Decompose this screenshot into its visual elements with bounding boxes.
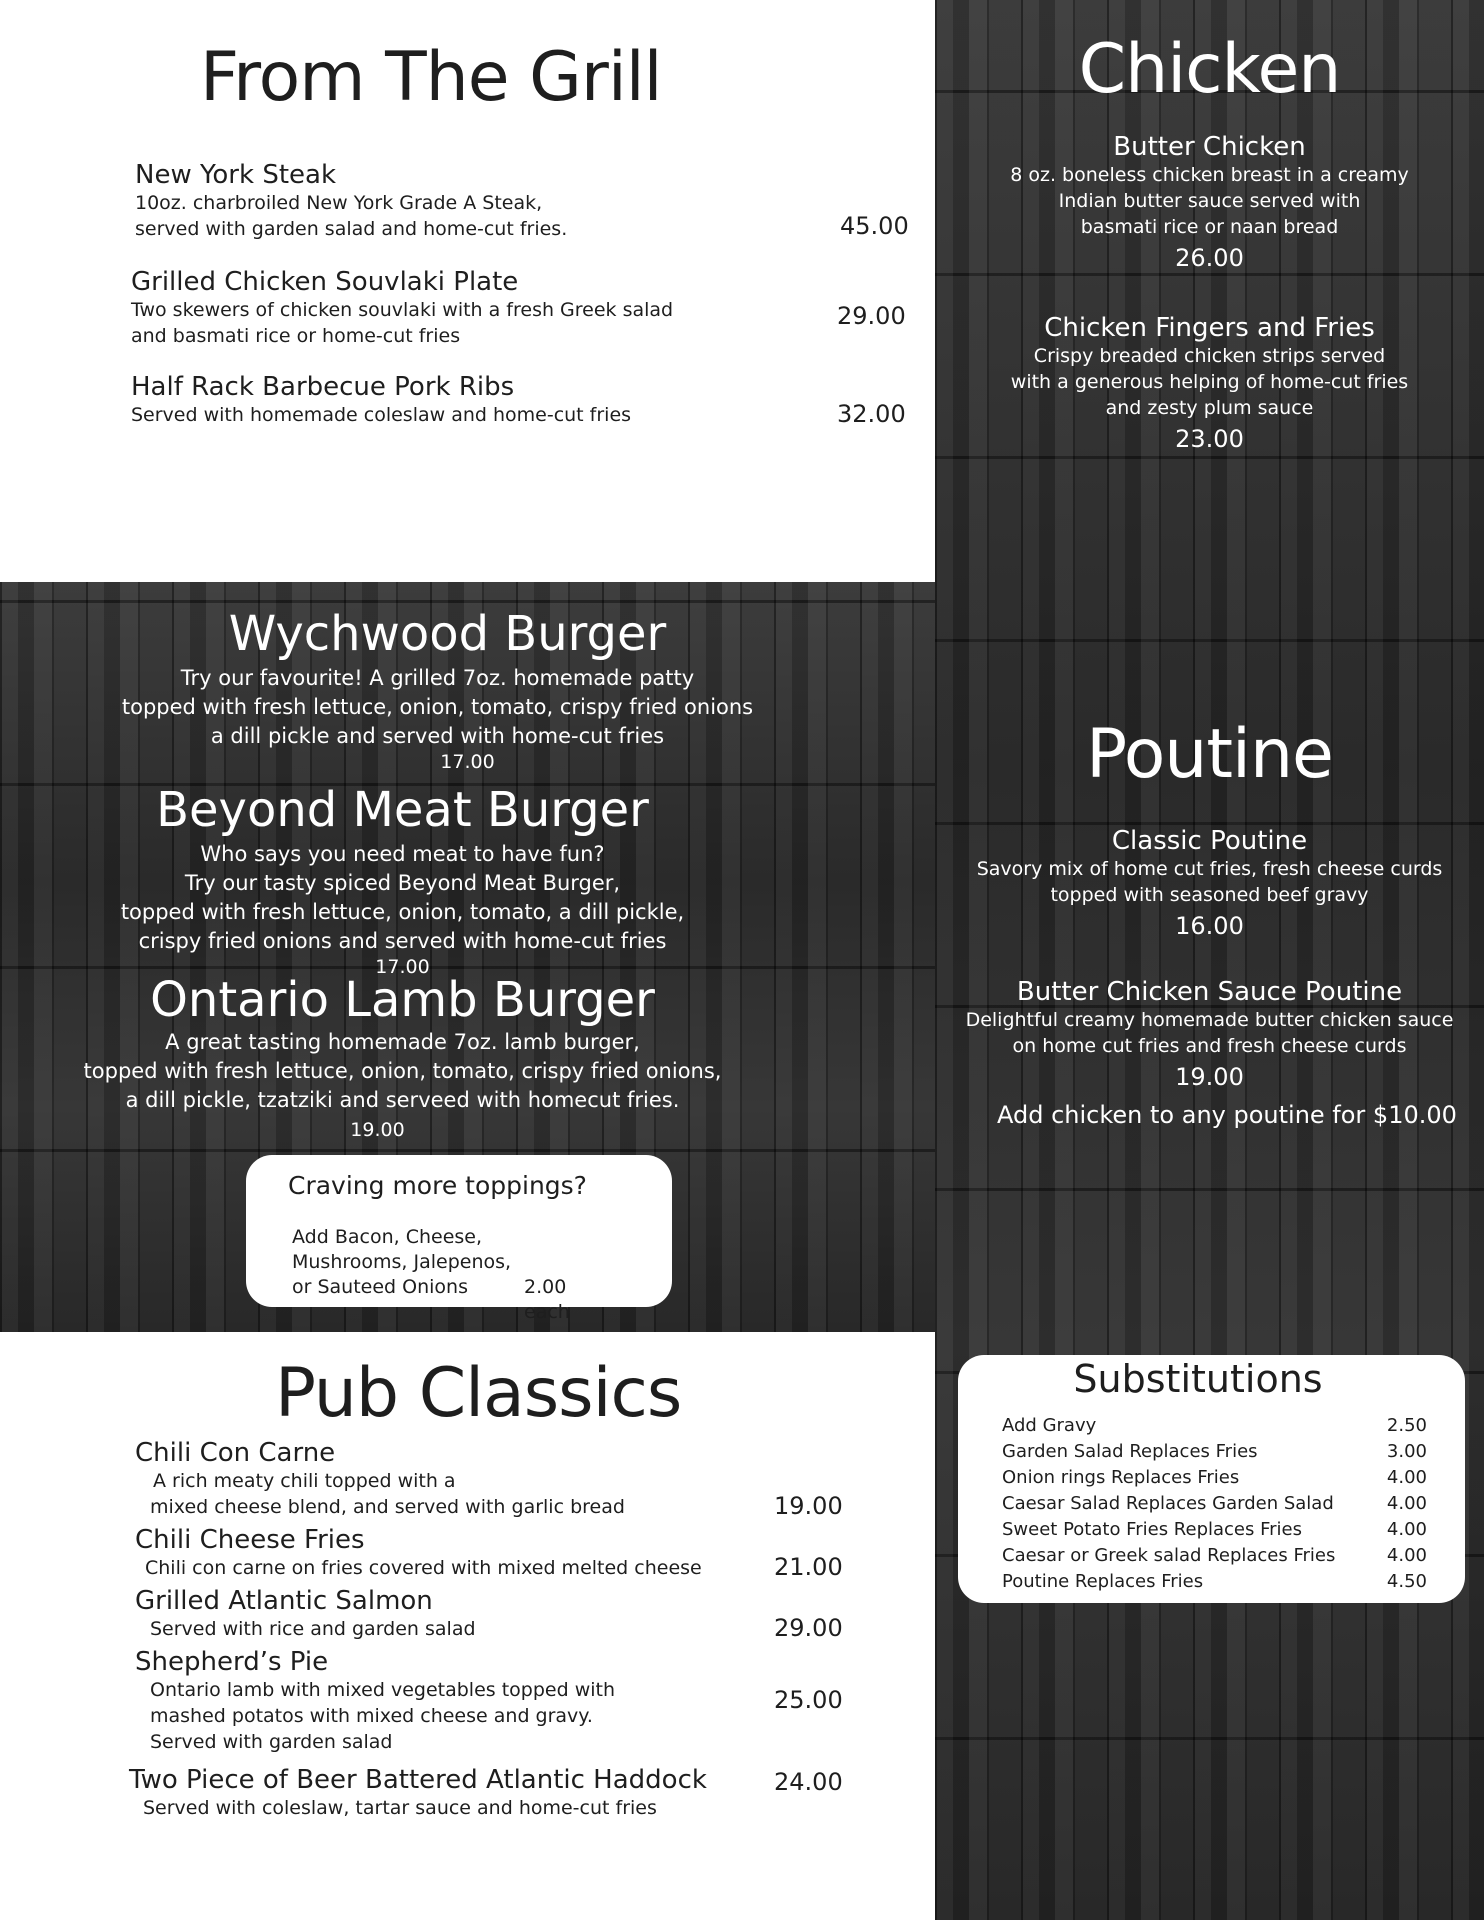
item-desc: mixed cheese blend, and served with garlic bread — [150, 1496, 625, 1518]
menu-item — [135, 1586, 476, 1642]
substitutions-title: Substitutions — [1073, 1357, 1323, 1401]
item-price: 17.00 — [440, 751, 495, 773]
list-item — [1002, 1439, 1427, 1465]
item-name: Chili Con Carne — [135, 1438, 336, 1468]
item-desc: topped with fresh lettuce, onion, tomato, a dill pickle, — [120, 900, 685, 924]
item-desc: mashed potatos with mixed cheese and gravy. — [150, 1705, 593, 1727]
item-desc: a dill pickle and served with home-cut fries — [210, 724, 665, 748]
item-desc: A great tasting homemade 7oz. lamb burger, — [165, 1030, 640, 1054]
item-desc: Served with rice and garden salad — [150, 1618, 476, 1640]
menu-item — [935, 132, 1484, 272]
sub-name: Onion rings Replaces Fries — [1002, 1467, 1240, 1488]
toppings-price: 2.00 each — [524, 1276, 570, 1323]
chicken-title: Chicken — [1078, 30, 1341, 109]
item-name: Beyond Meat Burger — [156, 782, 649, 838]
item-price: 21.00 — [774, 1553, 843, 1581]
item-price: 19.00 — [350, 1119, 405, 1141]
item-desc: Try our favourite! A grilled 7oz. homemade patty — [180, 666, 695, 690]
list-item — [1002, 1517, 1427, 1543]
menu-item — [0, 606, 935, 773]
item-desc: basmati rice or naan bread — [1080, 216, 1339, 238]
item-desc: topped with seasoned beef gravy — [1050, 884, 1369, 906]
toppings-line: Add Bacon, Cheese, — [292, 1226, 483, 1248]
item-desc: Ontario lamb with mixed vegetables topped with — [150, 1679, 615, 1701]
item-price: 19.00 — [1175, 1063, 1244, 1091]
item-desc: on home cut fries and fresh cheese curds — [1012, 1035, 1407, 1057]
item-price: 25.00 — [774, 1686, 843, 1714]
item-desc: Try our tasty spiced Beyond Meat Burger, — [184, 871, 621, 895]
item-price: 17.00 — [375, 956, 430, 978]
toppings-line: or Sauteed Onions — [292, 1276, 468, 1298]
toppings-box — [246, 1155, 672, 1323]
sub-price: 4.50 — [1386, 1571, 1427, 1592]
item-desc: Who says you need meat to have fun? — [200, 842, 605, 866]
grill-title: From The Grill — [200, 38, 662, 117]
list-item — [1002, 1491, 1427, 1517]
item-name: Chicken Fingers and Fries — [1044, 313, 1375, 343]
item-desc: and basmati rice or home-cut fries — [131, 325, 461, 347]
item-price: 26.00 — [1175, 244, 1244, 272]
menu-item — [935, 977, 1484, 1091]
list-item — [1002, 1543, 1427, 1569]
grill-panel — [0, 0, 935, 582]
sub-name: Poutine Replaces Fries — [1002, 1571, 1204, 1592]
poutine-title: Poutine — [1086, 715, 1333, 794]
item-desc: Served with garden salad — [150, 1731, 393, 1753]
menu-item — [935, 313, 1484, 453]
item-desc: a dill pickle, tzatziki and serveed with homecut fries. — [125, 1088, 680, 1112]
item-price: 16.00 — [1175, 912, 1244, 940]
sub-price: 4.00 — [1386, 1467, 1427, 1488]
item-name: Grilled Chicken Souvlaki Plate — [131, 267, 519, 297]
item-price: 32.00 — [837, 400, 906, 428]
substitutions-list — [1002, 1413, 1427, 1595]
sub-price: 4.00 — [1386, 1545, 1427, 1566]
item-price: 29.00 — [774, 1614, 843, 1642]
menu-item — [0, 782, 935, 978]
pub-panel — [0, 1332, 935, 1920]
substitutions-box — [958, 1355, 1465, 1603]
item-desc: Delightful creamy homemade butter chicken sauce — [965, 1009, 1454, 1031]
item-name: Grilled Atlantic Salmon — [135, 1586, 433, 1616]
pub-title: Pub Classics — [275, 1354, 682, 1433]
item-desc: topped with fresh lettuce, onion, tomato, crispy fried onions — [121, 695, 754, 719]
item-name: Butter Chicken — [1113, 132, 1306, 162]
list-item — [1002, 1413, 1427, 1439]
sub-price: 3.00 — [1386, 1441, 1427, 1462]
burger-panel — [0, 582, 935, 1332]
list-item — [1002, 1465, 1427, 1491]
item-name: Classic Poutine — [1111, 826, 1308, 856]
toppings-line-row — [292, 1275, 570, 1323]
toppings-list — [292, 1225, 570, 1323]
item-desc: topped with fresh lettuce, onion, tomato, crispy fried onions, — [83, 1059, 722, 1083]
item-price: 24.00 — [774, 1768, 843, 1796]
list-item — [1002, 1569, 1427, 1595]
item-desc: crispy fried onions and served with home-cut fries — [138, 929, 667, 953]
item-name: Wychwood Burger — [228, 606, 667, 662]
toppings-title: Craving more toppings? — [288, 1171, 587, 1200]
poutine-note: Add chicken to any poutine for $10.00 — [997, 1101, 1457, 1129]
item-desc: with a generous helping of home-cut fries — [1010, 371, 1409, 393]
sub-name: Sweet Potato Fries Replaces Fries — [1002, 1519, 1302, 1540]
item-name: Shepherd’s Pie — [135, 1647, 329, 1677]
chicken-poutine-panel — [935, 0, 1484, 1920]
item-price: 45.00 — [840, 212, 909, 240]
menu-item — [135, 1647, 615, 1755]
item-desc: Indian butter sauce served with — [1058, 190, 1361, 212]
item-desc: Served with coleslaw, tartar sauce and home-cut fries — [143, 1797, 657, 1819]
item-name: Two Piece of Beer Battered Atlantic Haddock — [129, 1765, 707, 1795]
item-price: 19.00 — [774, 1492, 843, 1520]
item-desc: 8 oz. boneless chicken breast in a creamy — [1010, 164, 1409, 186]
toppings-line: Mushrooms, Jalepenos, — [292, 1251, 512, 1273]
sub-name: Caesar Salad Replaces Garden Salad — [1002, 1493, 1334, 1514]
sub-price: 4.00 — [1386, 1519, 1427, 1540]
item-price: 29.00 — [837, 302, 906, 330]
item-desc: Two skewers of chicken souvlaki with a fresh Greek salad — [131, 299, 674, 321]
item-name: Ontario Lamb Burger — [150, 972, 655, 1028]
menu-item — [135, 160, 567, 242]
sub-name: Add Gravy — [1002, 1415, 1097, 1436]
menu-item — [935, 826, 1484, 940]
menu-item — [135, 1525, 702, 1581]
item-name: Half Rack Barbecue Pork Ribs — [131, 372, 515, 402]
item-desc: Crispy breaded chicken strips served — [1033, 345, 1386, 367]
item-name: Chili Cheese Fries — [135, 1525, 365, 1555]
item-desc: and zesty plum sauce — [1105, 397, 1314, 419]
item-name: New York Steak — [135, 160, 337, 190]
menu-item — [129, 1765, 707, 1821]
sub-price: 2.50 — [1386, 1415, 1427, 1436]
item-desc: Served with homemade coleslaw and home-cut fries — [131, 404, 632, 426]
menu-item — [135, 1438, 625, 1520]
menu-item — [0, 972, 935, 1141]
item-desc: 10oz. charbroiled New York Grade A Steak, — [135, 192, 543, 214]
sub-name: Garden Salad Replaces Fries — [1002, 1441, 1258, 1462]
menu-item — [131, 372, 631, 428]
sub-price: 4.00 — [1386, 1493, 1427, 1514]
item-desc: Savory mix of home cut fries, fresh cheese curds — [976, 858, 1443, 880]
item-desc: Chili con carne on fries covered with mixed melted cheese — [145, 1557, 702, 1579]
item-price: 23.00 — [1175, 425, 1244, 453]
sub-name: Caesar or Greek salad Replaces Fries — [1002, 1545, 1336, 1566]
item-desc: served with garden salad and home-cut fries. — [135, 218, 568, 240]
item-name: Butter Chicken Sauce Poutine — [1016, 977, 1403, 1007]
item-desc: A rich meaty chili topped with a — [153, 1470, 456, 1492]
menu-item — [131, 267, 673, 349]
